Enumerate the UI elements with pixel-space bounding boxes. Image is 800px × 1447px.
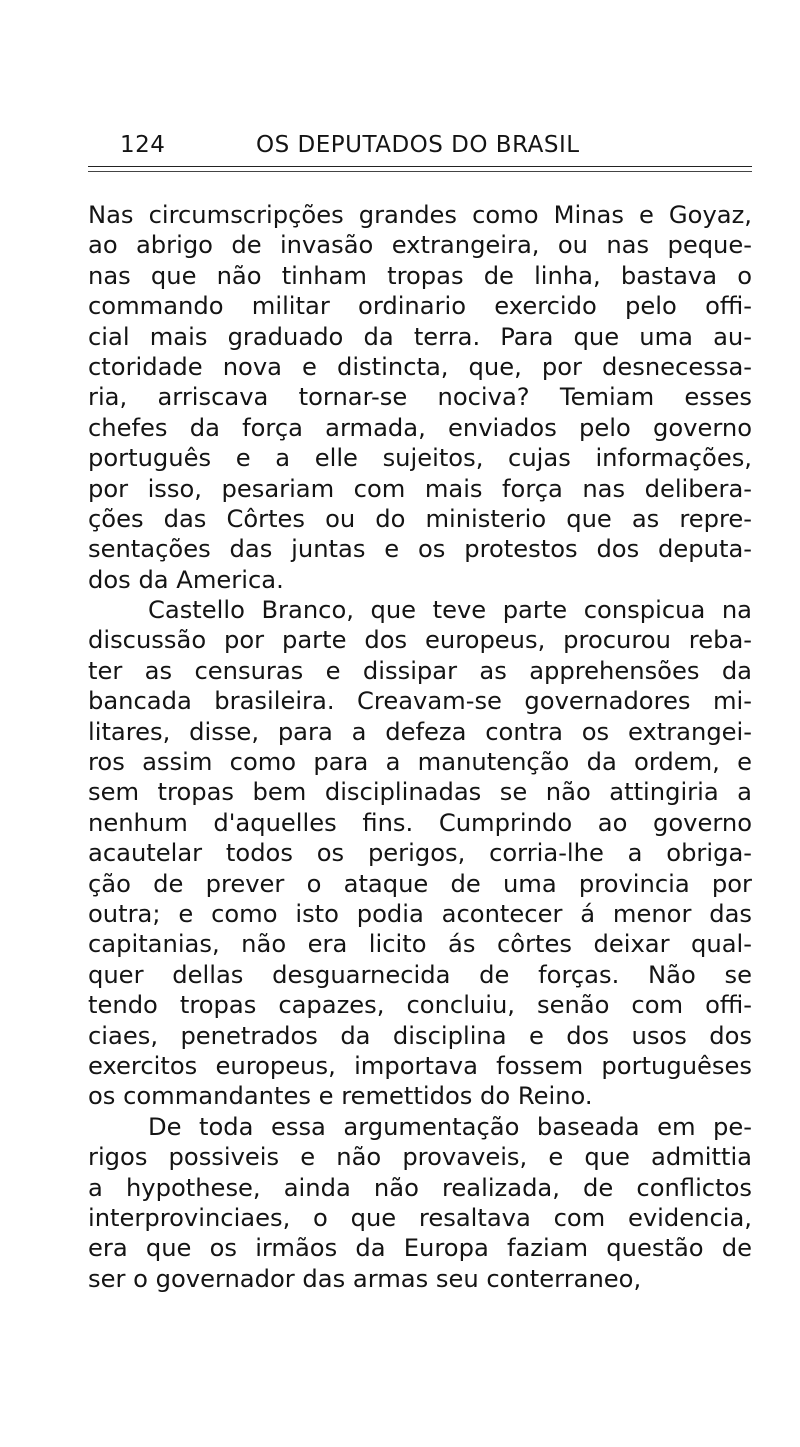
text-line: era que os irmãos da Europa faziam questão de xyxy=(88,1234,752,1263)
text-line: Nas circumscripções grandes como Minas e Goyaz, xyxy=(88,201,752,229)
text-line: ção de prever o ataque de uma provincia por xyxy=(88,869,752,898)
text-line: português e a elle sujeitos, cujas informações, xyxy=(88,444,752,473)
text-line: rigos possiveis e não provaveis, e que admittia xyxy=(88,1143,752,1172)
text-line: ções das Côrtes ou do ministerio que as repre- xyxy=(88,504,752,533)
text-line: dos da America. xyxy=(88,565,284,594)
paragraph xyxy=(88,200,752,595)
text-line: chefes da força armada, enviados pelo governo xyxy=(88,413,752,442)
text-line: ser o governador das armas seu conterraneo, xyxy=(88,1264,642,1293)
text-line: litares, disse, para a defeza contra os extrangei- xyxy=(88,717,752,746)
header-rule-secondary xyxy=(88,171,752,172)
text-line: De toda essa argumentação baseada em pe- xyxy=(148,1112,752,1141)
text-line: ria, arriscava tornar-se nociva? Temiam esses xyxy=(88,383,752,412)
text-line: cial mais graduado da terra. Para que uma au- xyxy=(88,322,752,351)
paragraph xyxy=(88,1112,752,1294)
body-text xyxy=(88,200,752,1294)
text-line: Castello Branco, que teve parte conspicua na xyxy=(148,596,752,625)
text-line: capitanias, não era licito ás côrtes deixar qual- xyxy=(88,930,752,959)
text-line: sentações das juntas e os protestos dos deputa- xyxy=(88,535,752,564)
running-title: OS DEPUTADOS DO BRASIL xyxy=(256,132,580,158)
text-line: ctoridade nova e distincta, que, por desnecessa- xyxy=(88,352,752,381)
text-line: interprovinciaes, o que resaltava com evidencia, xyxy=(88,1203,752,1232)
text-line: nenhum d'aquelles fins. Cumprindo ao governo xyxy=(88,808,752,837)
text-line: a hypothese, ainda não realizada, de conflictos xyxy=(88,1173,752,1202)
text-line: tendo tropas capazes, concluiu, senão com offi- xyxy=(88,991,752,1020)
text-line: sem tropas bem disciplinadas se não attingiria a xyxy=(88,778,752,807)
text-line: outra; e como isto podia acontecer á menor das xyxy=(88,899,752,928)
text-line: exercitos europeus, importava fossem portuguêses xyxy=(88,1051,752,1080)
text-line: acautelar todos os perigos, corria-lhe a obriga- xyxy=(88,839,752,868)
text-line: por isso, pesariam com mais força nas delibera- xyxy=(88,474,752,503)
text-line: os commandantes e remettidos do Reino. xyxy=(88,1082,593,1111)
text-line: ros assim como para a manutenção da ordem, e xyxy=(88,748,752,777)
header-rule xyxy=(88,166,752,167)
text-line: bancada brasileira. Creavam-se governadores mi- xyxy=(88,687,752,716)
text-line: commando militar ordinario exercido pelo offi- xyxy=(88,292,752,321)
page-header xyxy=(88,128,752,162)
text-line: ter as censuras e dissipar as apprehensões da xyxy=(88,656,752,685)
paragraph xyxy=(88,595,752,1112)
text-line: ao abrigo de invasão extrangeira, ou nas peque- xyxy=(88,231,752,260)
page-number: 124 xyxy=(120,132,166,158)
text-line: discussão por parte dos europeus, procurou reba- xyxy=(88,626,752,655)
text-line: ciaes, penetrados da disciplina e dos usos dos xyxy=(88,1021,752,1050)
text-line: quer dellas desguarnecida de forças. Não se xyxy=(88,960,752,989)
text-line: nas que não tinham tropas de linha, bastava o xyxy=(88,261,752,290)
